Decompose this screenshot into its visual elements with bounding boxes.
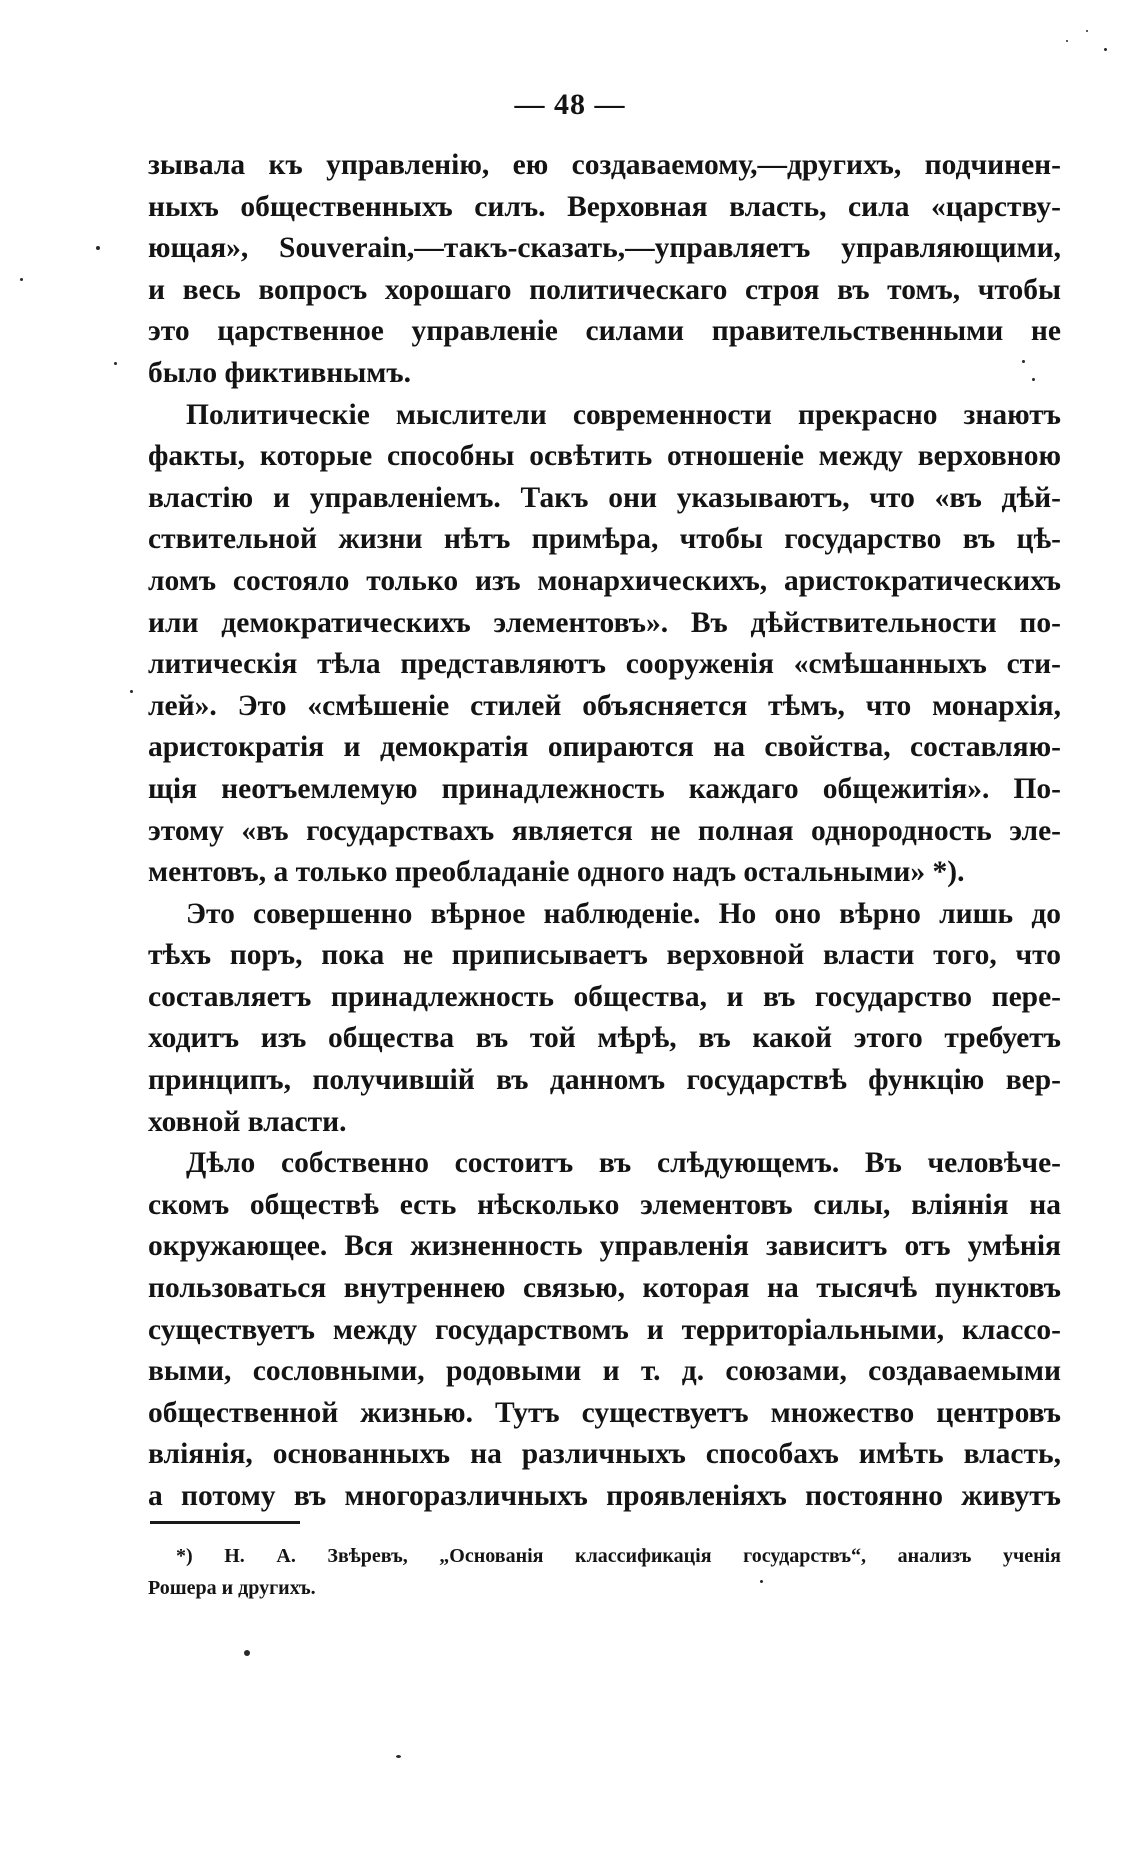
text-line: Дѣло собственно состоитъ въ слѣдующемъ. Въ человѣче- (186, 1147, 1061, 1180)
scan-speck (1104, 48, 1107, 51)
text-line: принципъ, получившій въ данномъ государствѣ функцію вер- (148, 1064, 1061, 1097)
text-line: ховной власти. (148, 1105, 347, 1138)
text-line: аристократія и демократія опираются на свойства, составляю- (148, 731, 1061, 764)
text-line: зывала къ управленію, ею создаваемому,—другихъ, подчинен- (148, 149, 1061, 181)
scan-speck (1066, 40, 1068, 42)
scan-speck (244, 1650, 250, 1656)
text-line: щія неотъемлемую принадлежность каждаго общежитія». По- (148, 772, 1061, 805)
footnote-line: Рошера и другихъ. (148, 1577, 316, 1599)
text-line: выми, сословными, родовыми и т. д. союзами, создаваемыми (148, 1355, 1061, 1388)
scan-speck (1032, 378, 1035, 381)
text-line: и весь вопросъ хорошаго политическаго строя въ томъ, чтобы (148, 273, 1061, 306)
text-line: или демократическихъ элементовъ». Въ дѣйствительности по- (148, 606, 1061, 639)
text-line: лей». Это «смѣшеніе стилей объясняется тѣмъ, что монархія, (148, 689, 1061, 722)
scan-speck (1022, 360, 1025, 363)
text-line: Политическіе мыслители современности прекрасно знаютъ (186, 398, 1061, 431)
text-line: факты, которые способны освѣтить отношеніе между верховною (148, 440, 1061, 473)
text-line: это царственное управленіе силами правительственными не (148, 315, 1061, 348)
text-line: существуетъ между государствомъ и территоріальными, классо- (148, 1313, 1061, 1346)
text-line: ныхъ общественныхъ силъ. Верховная власть, сила «царству- (148, 190, 1061, 223)
text-line: Это совершенно вѣрное наблюденіе. Но оно вѣрно лишь до (186, 897, 1061, 930)
text-line: властію и управленіемъ. Такъ они указываютъ, что «въ дѣй- (148, 481, 1061, 514)
text-line: ходитъ изъ общества въ той мѣрѣ, въ какой этого требуетъ (148, 1022, 1061, 1055)
text-line: ствительной жизни нѣтъ примѣра, чтобы государство въ цѣ- (148, 523, 1061, 556)
text-line: окружающее. Вся жизненность управленія зависитъ отъ умѣнія (148, 1230, 1061, 1263)
scan-speck (114, 362, 117, 365)
text-line: ментовъ, а только преобладаніе одного надъ остальными» *). (148, 856, 965, 889)
scan-speck (760, 1580, 763, 1583)
scan-speck (396, 1755, 401, 1758)
text-line: литическія тѣла представляютъ сооруженія «смѣшанныхъ сти- (148, 648, 1061, 681)
text-line: тѣхъ поръ, пока не приписываетъ верховной власти того, что (148, 939, 1061, 972)
text-line: общественной жизнью. Тутъ существуетъ множество центровъ (148, 1396, 1061, 1429)
scan-speck (96, 246, 100, 250)
text-line: ломъ состояло только изъ монархическихъ, аристократическихъ (148, 564, 1061, 597)
scan-speck (1086, 30, 1088, 32)
text-line: этому «въ государствахъ является не полная однородность эле- (148, 814, 1061, 847)
footnote-line: *) Н. А. Звѣревъ, „Основанія классификація государствъ“, анализъ ученія (176, 1545, 1061, 1567)
text-line: вліянія, основанныхъ на различныхъ способахъ имѣть власть, (148, 1438, 1061, 1471)
body-text (148, 145, 1061, 1518)
footnote-separator (150, 1521, 300, 1524)
text-line: а потому въ многоразличныхъ проявленіяхъ постоянно живутъ (148, 1480, 1061, 1512)
text-line: пользоваться внутреннею связью, которая на тысячѣ пунктовъ (148, 1272, 1061, 1305)
page-number: — 48 — (514, 88, 626, 121)
text-line: скомъ обществѣ есть нѣсколько элементовъ силы, вліянія на (148, 1188, 1061, 1221)
text-line: было фиктивнымъ. (148, 356, 411, 389)
text-line: ющая», Souverain,—такъ-сказать,—управляетъ управляющими, (148, 232, 1061, 265)
scan-speck (20, 278, 23, 281)
text-line: составляетъ принадлежность общества, и въ государство пере- (148, 980, 1061, 1013)
scan-speck (130, 690, 133, 693)
footnote (148, 1540, 1061, 1604)
